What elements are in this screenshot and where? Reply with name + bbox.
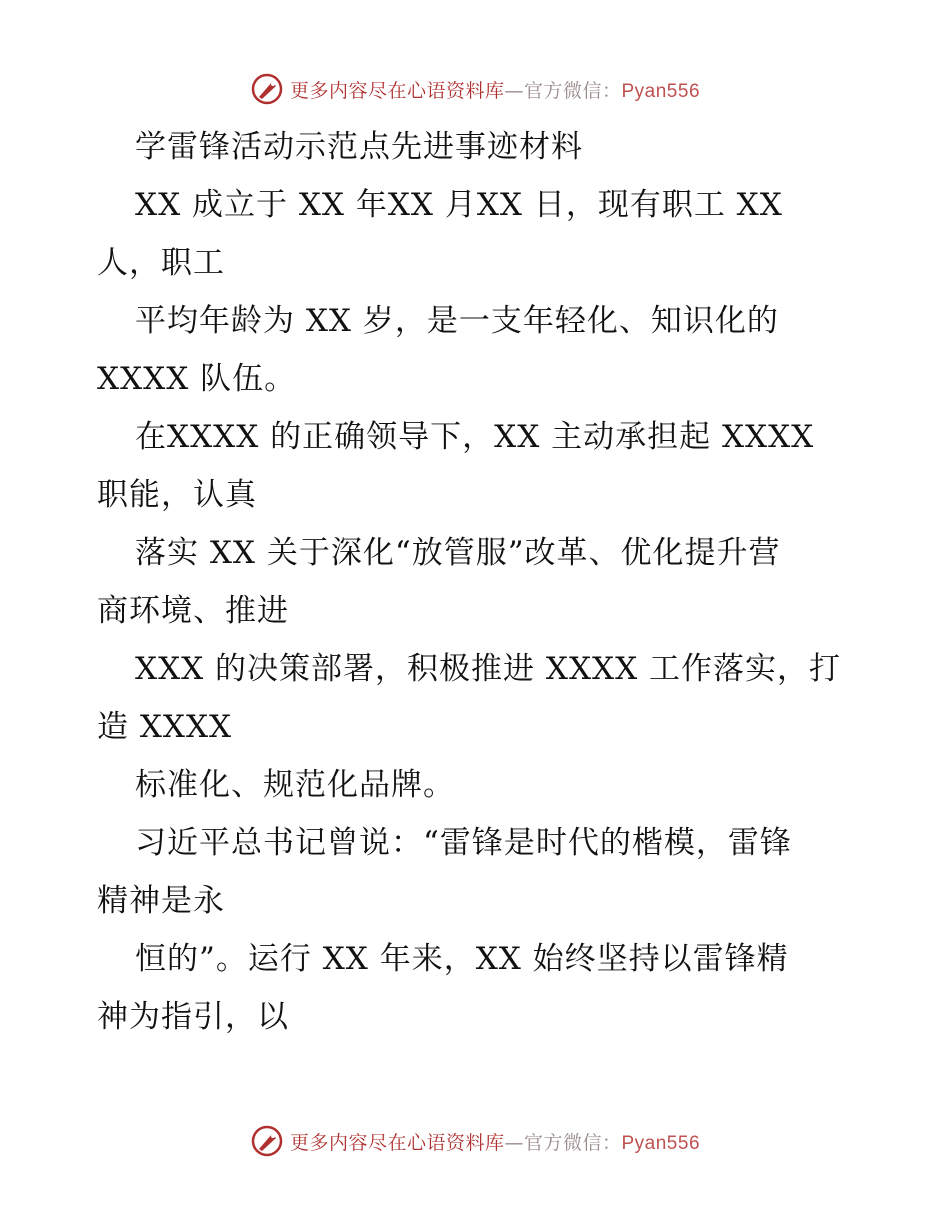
paragraph-line: XX 成立于 XX 年XX 月XX 日，现有职工 XX (135, 187, 783, 223)
paragraph-line: 职能，认真 (97, 477, 257, 513)
paragraph-line: 落实 XX 关于深化“放管服”改革、优化提升营 (135, 535, 781, 571)
watermark-separator-text: —官方微信： (504, 1131, 622, 1154)
watermark-wechat-id: Pyan556 (621, 1132, 701, 1154)
paragraph-line: 平均年龄为 XX 岁，是一支年轻化、知识化的 (135, 303, 779, 339)
pen-nib-logo-icon (250, 1124, 284, 1158)
paragraph-line: 人，职工 (97, 245, 225, 281)
paragraph-line: 造 XXXX (97, 709, 233, 745)
document-title: 学雷锋活动示范点先进事迹材料 (135, 129, 583, 165)
footer-watermark (0, 1124, 950, 1158)
watermark-main-text: 更多内容尽在心语资料库 (289, 79, 505, 102)
pen-nib-logo-icon (250, 72, 284, 106)
paragraph-line: 商环境、推进 (97, 593, 289, 629)
paragraph-line: 神为指引，以 (97, 999, 289, 1035)
header-watermark (0, 72, 950, 106)
document-body (97, 118, 857, 1046)
paragraph-line: 恒的”。运行 XX 年来，XX 始终坚持以雷锋精 (135, 941, 789, 977)
paragraph-line: 精神是永 (97, 883, 225, 919)
paragraph-line: 习近平总书记曾说：“雷锋是时代的楷模，雷锋 (135, 825, 792, 861)
watermark-main-text: 更多内容尽在心语资料库 (289, 1131, 505, 1154)
paragraph-line: XXXX 队伍。 (97, 361, 297, 397)
watermark-wechat-id: Pyan556 (621, 80, 701, 102)
watermark-separator-text: —官方微信： (504, 79, 622, 102)
paragraph-line: 标准化、规范化品牌。 (135, 767, 455, 803)
paragraph-line: XXX 的决策部署，积极推进 XXXX 工作落实，打 (135, 651, 842, 687)
paragraph-line: 在XXXX 的正确领导下，XX 主动承担起 XXXX (135, 419, 815, 455)
